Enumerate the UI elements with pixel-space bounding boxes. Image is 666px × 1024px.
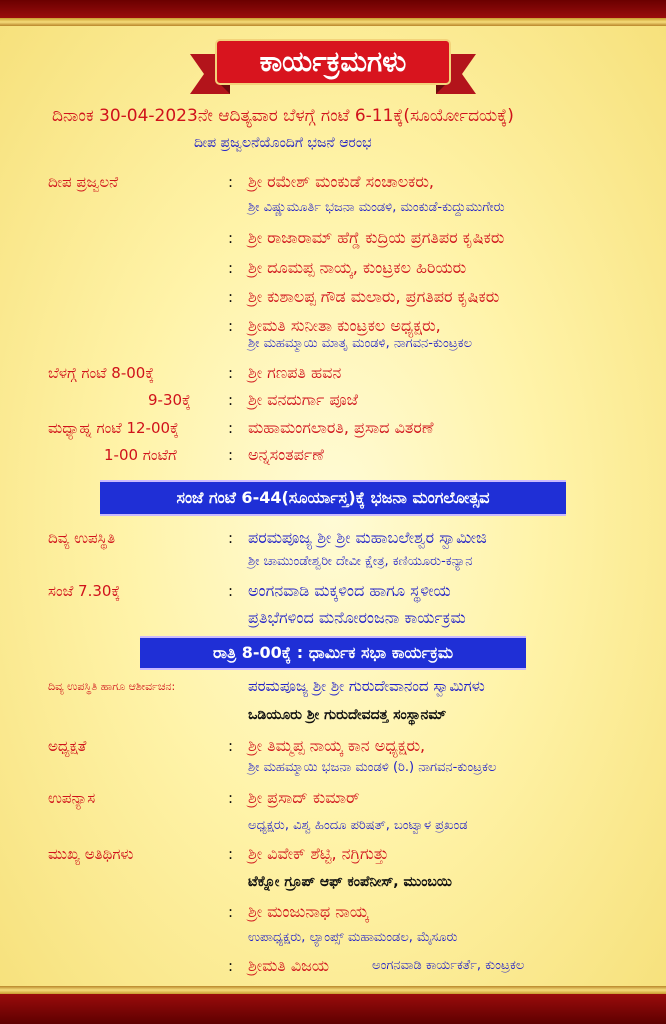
top-gold-strip <box>0 18 666 26</box>
colon: : <box>228 419 234 437</box>
lecture-detail: ಅಧ್ಯಕ್ಷರು, ವಿಶ್ವ ಹಿಂದೂ ಪರಿಷತ್, ಬಂಟ್ವಾಳ ಪ್ರಖಂಡ <box>248 818 468 833</box>
lamp-entry-name: ಶ್ರೀಮತಿ ಸುನೀತಾ ಕುಂಟ್ರಕಲ ಅಧ್ಯಕ್ಷರು, <box>248 316 441 335</box>
subtitle-line: ದೀಪ ಪ್ರಜ್ವಲನೆಯೊಂದಿಗೆ ಭಜನೆ ಆರಂಭ <box>194 135 372 151</box>
colon: : <box>228 259 234 277</box>
schedule-event: ಶ್ರೀ ಗಣಪತಿ ಹವನ <box>248 363 342 382</box>
evening-band: ಸಂಜೆ ಗಂಟೆ 6-44(ಸೂರ್ಯಾಸ್ತ)ಕ್ಕೆ ಭಜನಾ ಮಂಗಲೋತ್ಸವ <box>100 480 566 516</box>
lamp-entry-name: ಶ್ರೀ ರಾಜಾರಾಮ್ ಹೆಗ್ಡೆ ಕುದ್ರಿಯ ಪ್ರಗತಿಪರ ಕೃಷಿಕರು <box>248 228 505 247</box>
lecture-name: ಶ್ರೀ ಪ್ರಸಾದ್ ಕುಮಾರ್ <box>248 788 360 807</box>
president-label: ಅಧ್ಯಕ್ಷತೆ <box>48 737 87 755</box>
guest-name: ಶ್ರೀ ಮಂಜುನಾಥ ನಾಯ್ಕ <box>248 902 369 921</box>
blessing-name: ಪರಮಪೂಜ್ಯ ಶ್ರೀ ಶ್ರೀ ಗುರುದೇವಾನಂದ ಸ್ವಾಮಿಗಳು <box>248 677 485 695</box>
cultural-line: ಅಂಗನವಾಡಿ ಮಕ್ಕಳಿಂದ ಹಾಗೂ ಸ್ಥಳೀಯ <box>248 581 451 600</box>
top-border <box>0 0 666 18</box>
schedule-time: 1-00 ಗಂಟೆಗೆ <box>104 446 177 464</box>
colon: : <box>228 789 234 807</box>
lecture-label: ಉಪನ್ಯಾಸ <box>48 789 96 807</box>
colon: : <box>228 529 234 547</box>
schedule-time: 9-30ಕ್ಕೆ <box>148 391 191 409</box>
guest-detail: ಉಪಾಧ್ಯಕ್ಷರು, ಲ್ಯಾಂಪ್ಸ್ ಮಹಾಮಂಡಲ, ಮೈಸೂರು <box>248 930 458 945</box>
colon: : <box>228 173 234 191</box>
colon: : <box>228 737 234 755</box>
colon: : <box>228 582 234 600</box>
guest-detail: ಟೆಕ್ನೋ ಗ್ರೂಪ್ ಆಫ್ ಕಂಪೆನೀಸ್, ಮುಂಬಯಿ <box>248 874 452 890</box>
lamp-label: ದೀಪ ಪ್ರಜ್ವಲನೆ <box>48 173 119 191</box>
blessing-label: ದಿವ್ಯ ಉಪಸ್ಥಿತಿ ಹಾಗೂ ಆಶೀರ್ವಚನ: <box>48 680 176 693</box>
night-band: ರಾತ್ರಿ 8-00ಕ್ಕೆ : ಧಾರ್ಮಿಕ ಸಭಾ ಕಾರ್ಯಕ್ರಮ <box>140 636 526 670</box>
bottom-gold-strip <box>0 986 666 994</box>
schedule-event: ಅನ್ನಸಂತರ್ಪಣೆ <box>248 445 324 464</box>
banner-title: ಕಾರ್ಯಕ್ರಮಗಳು <box>259 45 407 78</box>
bottom-border <box>0 994 666 1024</box>
president-name: ಶ್ರೀ ತಿಮ್ಮಪ್ಪ ನಾಯ್ಕ ಕಾನ ಅಧ್ಯಕ್ಷರು, <box>248 736 426 755</box>
colon: : <box>228 229 234 247</box>
presence-name: ಪರಮಪೂಜ್ಯ ಶ್ರೀ ಶ್ರೀ ಮಹಾಬಲೇಶ್ವರ ಸ್ವಾಮೀಜಿ <box>248 528 487 547</box>
colon: : <box>228 446 234 464</box>
colon: : <box>228 845 234 863</box>
colon: : <box>228 957 234 975</box>
lamp-entry-detail: ಶ್ರೀ ಮಹಮ್ಮಾಯಿ ಮಾತೃ ಮಂಡಳಿ, ನಾಗವನ-ಕುಂಟ್ರಕಲ <box>248 336 473 351</box>
presence-detail: ಶ್ರೀ ಚಾಮುಂಡೇಶ್ವರೀ ದೇವೀ ಕ್ಷೇತ್ರ, ಕಣಿಯೂರು-ಕನ್ಯಾನ <box>248 554 473 569</box>
lamp-entry-name: ಶ್ರೀ ರಮೇಶ್ ಮಂಕುಡೆ ಸಂಚಾಲಕರು, <box>248 172 435 191</box>
guest-name: ಶ್ರೀಮತಿ ವಿಜಯ <box>248 956 330 975</box>
schedule-event: ಮಹಾಮಂಗಲಾರತಿ, ಪ್ರಸಾದ ವಿತರಣೆ <box>248 418 434 437</box>
lamp-entry-detail: ಶ್ರೀ ವಿಷ್ಣುಮೂರ್ತಿ ಭಜನಾ ಮಂಡಳಿ, ಮಂಕುಡೆ-ಕುದ್ದುಮುಗೇರು <box>248 200 505 215</box>
guest-detail: ಅಂಗನವಾಡಿ ಕಾರ್ಯಕರ್ತೆ, ಕುಂಟ್ರಕಲ <box>372 958 525 973</box>
colon: : <box>228 317 234 335</box>
guest-name: ಶ್ರೀ ವಿವೇಕ್ ಶೆಟ್ಟಿ, ನಗ್ರಿಗುತ್ತು <box>248 844 389 863</box>
colon: : <box>228 364 234 382</box>
lamp-entry-name: ಶ್ರೀ ದೂಮಪ್ಪ ನಾಯ್ಕ, ಕುಂಟ್ರಕಲ ಹಿರಿಯರು <box>248 258 467 277</box>
date-line: ದಿನಾಂಕ 30-04-2023ನೇ ಆದಿತ್ಯವಾರ ಬೆಳಗ್ಗೆ ಗಂಟೆ 6-11ಕ್ಕೆ(ಸೂರ್ಯೋದಯಕ್ಕೆ) <box>52 106 514 126</box>
colon: : <box>228 903 234 921</box>
cultural-line: ಪ್ರತಿಭೆಗಳಿಂದ ಮನೋರಂಜನಾ ಕಾರ್ಯಕ್ರಮ <box>248 608 466 627</box>
cultural-time: ಸಂಜೆ 7.30ಕ್ಕೆ <box>48 582 121 600</box>
guests-label: ಮುಖ್ಯ ಅತಿಥಿಗಳು <box>48 845 134 863</box>
presence-label: ದಿವ್ಯ ಉಪಸ್ಥಿತಿ <box>48 529 116 547</box>
colon: : <box>228 391 234 409</box>
lamp-entry-name: ಶ್ರೀ ಕುಶಾಲಪ್ಪ ಗೌಡ ಮಲಾರು, ಪ್ರಗತಿಪರ ಕೃಷಿಕರು <box>248 287 500 306</box>
blessing-detail: ಒಡಿಯೂರು ಶ್ರೀ ಗುರುದೇವದತ್ತ ಸಂಸ್ಥಾನಮ್ <box>248 707 447 723</box>
colon: : <box>228 288 234 306</box>
schedule-time: ಬೆಳಗ್ಗೆ ಗಂಟೆ 8-00ಕ್ಕೆ <box>48 364 155 382</box>
schedule-event: ಶ್ರೀ ವನದುರ್ಗಾ ಪೂಜೆ <box>248 390 359 409</box>
schedule-time: ಮಧ್ಯಾಹ್ನ ಗಂಟೆ 12-00ಕ್ಕೆ <box>48 419 179 437</box>
president-detail: ಶ್ರೀ ಮಹಮ್ಮಾಯಿ ಭಜನಾ ಮಂಡಳಿ (ರಿ.) ನಾಗವನ-ಕುಂಟ್ರಕಲ <box>248 760 497 775</box>
